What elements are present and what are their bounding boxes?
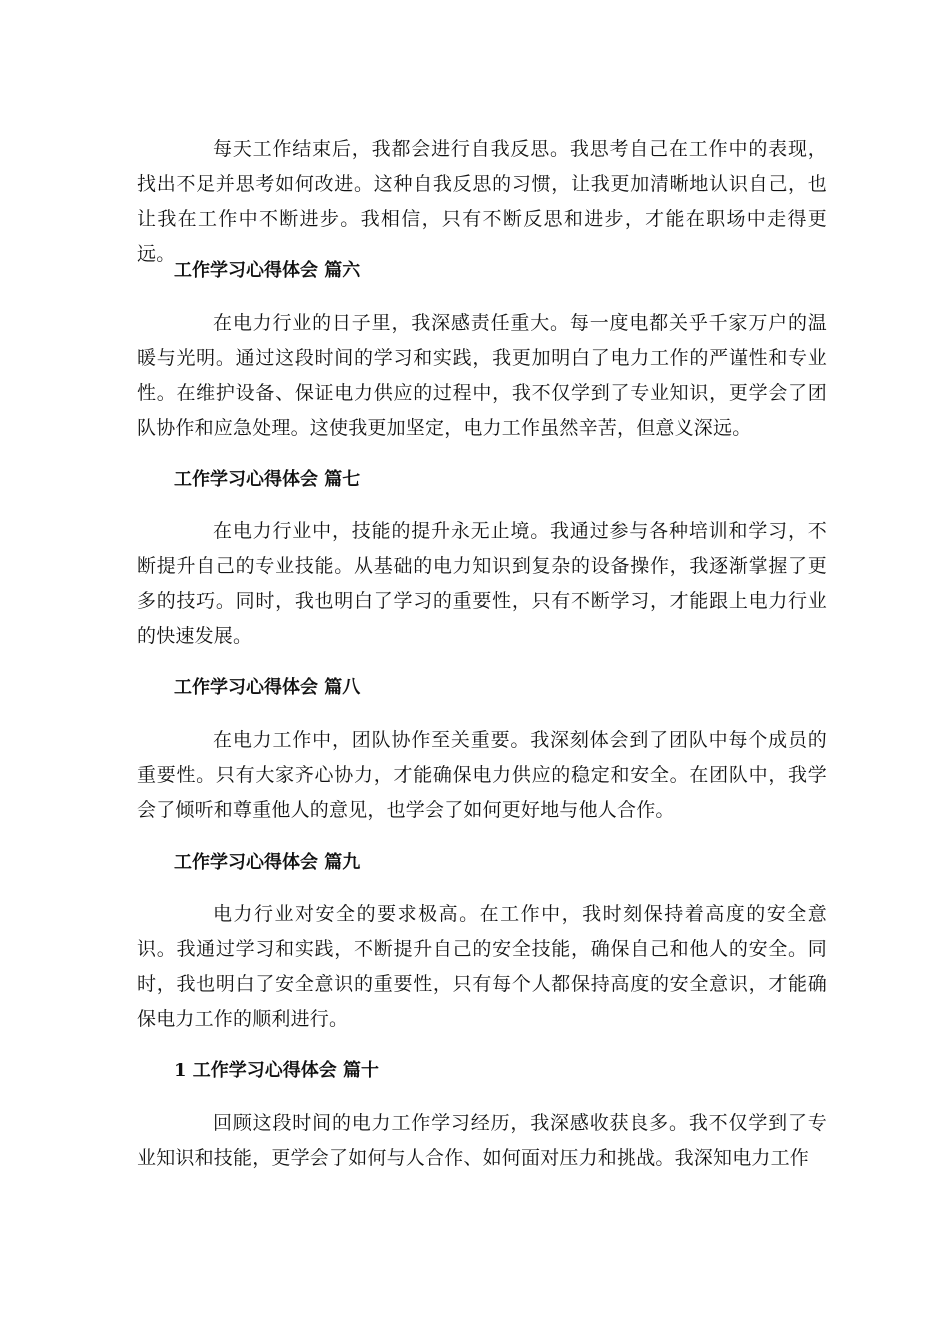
paragraph-section-6: 在电力行业的日子里，我深感责任重大。每一度电都关乎千家万户的温暖与光明。通过这段时间的学习和实践，我更加明白了电力工作的严谨性和专业性。在维护设备、保证电力供应的过程中，我不仅学到了专业知识，更学会了团队协作和应急处理。这使我更加坚定，电力工作虽然辛苦，但意义深远。 [137, 312, 827, 439]
paragraph-section-9: 电力行业对安全的要求极高。在工作中，我时刻保持着高度的安全意识。我通过学习和实践，不断提升自己的安全技能，确保自己和他人的安全。同时，我也明白了安全意识的重要性，只有每个人都保持高度的安全意识，才能确保电力工作的顺利进行。 [137, 903, 827, 1030]
section-heading-6: 工作学习心得体会 篇六 [174, 260, 361, 281]
section-heading-9: 工作学习心得体会 篇九 [174, 852, 361, 873]
section-heading-10: 1 工作学习心得体会 篇十 [174, 1060, 380, 1081]
paragraph-section-10: 回顾这段时间的电力工作学习经历，我深感收获良多。我不仅学到了专业知识和技能，更学会了如何与人合作、如何面对压力和挑战。我深知电力工作 [137, 1112, 827, 1169]
paragraph-section-7: 在电力行业中，技能的提升永无止境。我通过参与各种培训和学习，不断提升自己的专业技能。从基础的电力知识到复杂的设备操作，我逐渐掌握了更多的技巧。同时，我也明白了学习的重要性，只有不断学习，才能跟上电力行业的快速发展。 [137, 520, 827, 647]
paragraph-section-8: 在电力工作中，团队协作至关重要。我深刻体会到了团队中每个成员的重要性。只有大家齐心协力，才能确保电力供应的稳定和安全。在团队中，我学会了倾听和尊重他人的意见，也学会了如何更好地与他人合作。 [137, 729, 827, 821]
section-heading-7: 工作学习心得体会 篇七 [174, 469, 361, 490]
paragraph-reflection: 每天工作结束后，我都会进行自我反思。我思考自己在工作中的表现，找出不足并思考如何改进。这种自我反思的习惯，让我更加清晰地认识自己，也让我在工作中不断进步。我相信，只有不断反思和进步，才能在职场中走得更远。 [137, 138, 827, 265]
section-heading-8: 工作学习心得体会 篇八 [174, 677, 361, 698]
